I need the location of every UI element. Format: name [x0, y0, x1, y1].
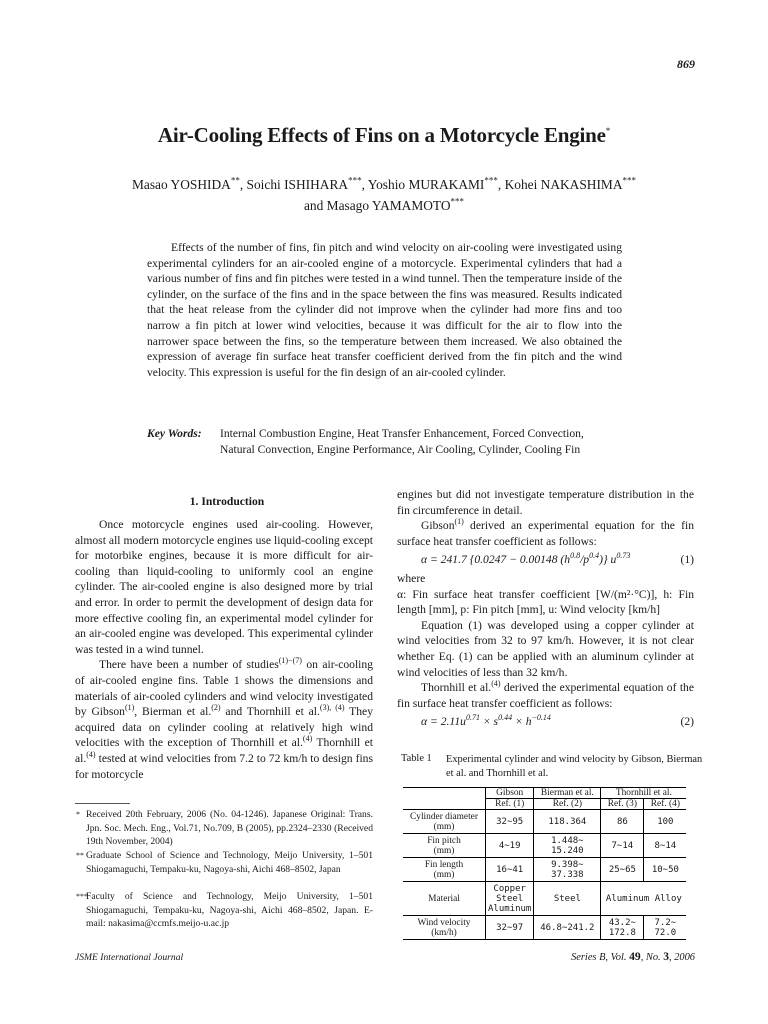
label-line: Fin length [424, 859, 464, 870]
abstract: Effects of the number of fins, fin pitch and wind velocity on air-cooling were investigated using experimental cylinders for an air-cooled engine of a motorcycle. Experimental cylinders that had a various number of fins and fin pitches were tested in a wind tunnel. Then the temperature inside of the cylinder, on the surface of the fins and in the space between the fins was measured. Results indicated that the heat release from the cylinder did not improve when the cylinder had more fins and too narrow a fin pitch at lower wind velocities, because it was difficult for the air to flow into the narrower space between the fins, so the temperature between them increased. We also obtained the expression of average fin surface heat transfer coefficient derived from the fin pitch and the wind velocity. This expression is useful for the fin design of an air-cooled cylinder. [147, 241, 622, 379]
table-row-label [403, 834, 486, 858]
table-row-label [403, 858, 486, 882]
label-line: (mm) [433, 845, 455, 856]
table-cell: 32∼97 [486, 916, 534, 940]
table-cell [534, 858, 601, 882]
table-cell: 46.8∼241.2 [534, 916, 601, 940]
keywords-label: Key Words: [147, 427, 202, 440]
author-mark: *** [450, 196, 465, 207]
cell-line: 7.2∼ [654, 917, 677, 928]
table-1 [403, 787, 686, 940]
table-row-label: Material [403, 882, 486, 916]
exponent: 0.8 [570, 551, 581, 561]
exponent: 0.4 [589, 551, 600, 561]
author-line-2 [0, 198, 768, 214]
table-cell [601, 916, 644, 940]
table-cell: 100 [644, 810, 687, 834]
footnote-text: Received 20th February, 2006 (No. 04-1246). Japanese Original: Trans. Jpn. Soc. Mech. Eng., Vol.71, No.709, B (2005), pp.2324–2330 (Received 19th November, 2004) [86, 809, 373, 847]
cell-line: 43.2∼ [608, 917, 636, 928]
text-run: derived the experimental equation of the fin surface heat transfer coefficient as follows: [397, 681, 695, 710]
table-cell: Aluminum Alloy [601, 882, 687, 916]
table-row [403, 882, 686, 916]
intro-paragraph-2 [75, 657, 373, 782]
label-line: Cylinder diameter [410, 811, 478, 822]
equation-text: /p [580, 553, 590, 567]
citation: (1) [124, 703, 135, 713]
cell-line: 172.8 [608, 927, 636, 938]
footnote-mark: * [76, 810, 80, 819]
equation-text: )} u [599, 553, 617, 567]
citation: (1) [454, 517, 464, 527]
footnote-mark: *** [76, 892, 88, 901]
author-conjunction: and [303, 198, 327, 213]
text-run: derived an experimental equation for the fin surface heat transfer coefficient as follows: [397, 519, 694, 548]
author-mark: *** [622, 175, 636, 186]
table-cell [534, 834, 601, 858]
thornhill-paragraph [397, 680, 694, 711]
issue-number: 3 [663, 950, 670, 963]
text-run: tested at wind velocities from 7.2 to 72 km/h to design fins for motorcycle [75, 751, 373, 781]
table-ref: Ref. (4) [644, 799, 687, 810]
table-cell [486, 882, 534, 916]
author-mark: *** [484, 175, 498, 186]
author-mark: ** [230, 175, 240, 186]
table-row-label [403, 810, 486, 834]
paper-title [0, 123, 768, 148]
text-run: There have been a number of studies [99, 658, 279, 672]
author-separator: , [497, 177, 505, 192]
exponent: −0.14 [531, 713, 551, 723]
table-subheader-row [403, 799, 686, 810]
issue-year: , 2006 [669, 952, 695, 963]
table-cell: 8∼14 [644, 834, 687, 858]
table-corner [403, 788, 486, 799]
table-header-row [403, 788, 686, 799]
label-line: Fin pitch [427, 835, 461, 846]
citation: (4) [491, 679, 501, 689]
table-header-thornhill: Thornhill et al. [601, 788, 687, 799]
author-separator: , [361, 177, 368, 192]
title-text: Air-Cooling Effects of Fins on a Motorcycle Engine [157, 123, 606, 147]
citation: (4) [86, 750, 96, 760]
cell-line: 72.0 [654, 927, 677, 938]
equation-1-body [421, 552, 630, 568]
table-row [403, 810, 686, 834]
intro-paragraph-1: Once motorcycle engines used air-cooling. However, almost all modern motorcycle engines use liquid-cooling except for motorbike engines, because it is more difficult for air-cooling than liquid-cooling to uniformly cool an engine cylinder. The air-cooled engine is also designed more by trial and error. In order to permit the development of design data for more effective cooling fin, an experimental model cylinder for an air-cooled engine was developed. This experimental cylinder was tested in a wind tunnel. [75, 518, 373, 656]
citation: (1)−(7) [278, 656, 302, 666]
equation-1 [397, 552, 694, 568]
table-row [403, 916, 686, 940]
table-cell: 10∼50 [644, 858, 687, 882]
label-line: (mm) [433, 869, 455, 880]
section-heading: 1. Introduction [189, 495, 265, 508]
author-line-1 [0, 177, 768, 193]
table-row-label [403, 916, 486, 940]
volume-number: 49 [629, 950, 641, 963]
author-mark: *** [348, 175, 362, 186]
text-run: Gibson [421, 519, 455, 533]
table-cell: 32∼95 [486, 810, 534, 834]
text-run: and Thornhill et al. [220, 705, 320, 719]
table-header-gibson: Gibson [486, 788, 534, 799]
author-name: Soichi ISHIHARA [246, 177, 349, 192]
equation-discussion: Equation (1) was developed using a copper cylinder at wind velocities from 32 to 97 km/h. However, it is not clear whether Eq. (1) can be applied with an aluminum cylinder at wind velocities of less than 32 km/h. [397, 618, 694, 679]
cell-line: 37.338 [551, 869, 584, 880]
where-label: where [397, 571, 426, 585]
left-column [75, 517, 373, 782]
exponent: 0.44 [498, 713, 513, 723]
table-row [403, 834, 686, 858]
keywords-line-2: Natural Convection, Engine Performance, Air Cooling, Cylinder, Cooling Fin [220, 443, 581, 456]
cell-line: 1.448∼ [551, 835, 584, 846]
label-line: Wind velocity [417, 917, 471, 928]
label-line: (km/h) [431, 927, 457, 938]
table-cell [644, 916, 687, 940]
equation-1-number: (1) [680, 553, 694, 567]
exponent: 0.73 [616, 551, 631, 561]
title-footnote-mark: * [605, 126, 611, 136]
author-name: Masago YAMAMOTO [326, 198, 451, 213]
table-corner [403, 799, 486, 810]
label-line: (mm) [433, 821, 455, 832]
text-run: Thornhill et al. [421, 681, 492, 695]
cell-line: Copper [493, 883, 526, 894]
equation-2-body [421, 714, 551, 730]
equation-text: × h [512, 715, 532, 729]
gibson-paragraph [397, 518, 694, 549]
cell-line: 15.240 [551, 845, 584, 856]
equation-text: × s [479, 715, 499, 729]
table-cell: Steel [534, 882, 601, 916]
citation: (2) [211, 703, 221, 713]
text-run: Thornhill et al. [75, 736, 373, 765]
issue-label: , No. [640, 952, 664, 963]
journal-name: JSME International Journal [75, 952, 184, 963]
table-ref: Ref. (2) [534, 799, 601, 810]
equation-text: α = 241.7 {0.0247 − 0.00148 (h [421, 553, 571, 567]
exponent: 0.71 [465, 713, 480, 723]
table-cell: 25∼65 [601, 858, 644, 882]
author-name: Yoshio MURAKAMI [367, 177, 485, 192]
table-ref: Ref. (1) [486, 799, 534, 810]
author-name: Kohei NAKASHIMA [504, 177, 623, 192]
text-run: , Bierman et al. [134, 705, 212, 719]
footnote-2 [76, 849, 373, 876]
table-cell: 16∼41 [486, 858, 534, 882]
table-row [403, 858, 686, 882]
table-ref: Ref. (3) [601, 799, 644, 810]
cell-line: Steel [496, 893, 524, 904]
equation-2 [397, 714, 694, 730]
series-label: Series B, Vol. [571, 952, 630, 963]
footnote-1 [76, 808, 373, 849]
table-cell: 118.364 [534, 810, 601, 834]
table-cell: 7∼14 [601, 834, 644, 858]
footnote-text: Graduate School of Science and Technology, Meijo University, 1–501 Shiogamaguchi, Tempaku-ku, Nagoya-shi, Aichi 468–8502, Japan [86, 850, 373, 875]
citation: (4) [302, 734, 313, 744]
footnote-3 [76, 890, 373, 931]
text-run: on air-cooling of air-cooled engine fins. Table 1 shows the dimensions and materials of air-cooled cylinders and wind velocity investigated by Gibson [75, 658, 373, 719]
equation-text: α = 2.11u [421, 715, 466, 729]
table-cell: 86 [601, 810, 644, 834]
cell-line: 9.398∼ [551, 859, 584, 870]
footnote-rule [75, 803, 130, 804]
cell-line: Aluminum [488, 903, 532, 914]
table-caption-label: Table 1 [401, 753, 432, 764]
author-separator: , [239, 177, 247, 192]
where-definitions: α: Fin surface heat transfer coefficient [W/(m²·°C)], h: Fin length [mm], p: Fin pitch [mm], u: Wind velocity [km/h] [397, 587, 694, 617]
table-header-bierman: Bierman et al. [534, 788, 601, 799]
equation-2-number: (2) [680, 715, 694, 729]
table-caption: Experimental cylinder and wind velocity by Gibson, Bierman et al. and Thornhill et al. [446, 754, 703, 779]
citation: (3), (4) [319, 703, 345, 713]
keywords-line-1: Internal Combustion Engine, Heat Transfer Enhancement, Forced Convection, [220, 427, 584, 440]
table-cell: 4∼19 [486, 834, 534, 858]
author-name: Masao YOSHIDA [132, 177, 231, 192]
footnote-text: Faculty of Science and Technology, Meijo University, 1–501 Shiogamaguchi, Tempaku-ku, Nagoya-shi, Aichi 468–8502, Japan. E-mail: nakasima@ccmfs.meijo-u.ac.jp [86, 891, 373, 929]
right-column [397, 487, 694, 733]
intro-paragraph-continued: engines but did not investigate temperature distribution in the fin circumference in detail. [397, 488, 694, 517]
issue-info [571, 950, 695, 963]
text-run: They acquired data on cylinder cooling at relatively high wind velocities with the exception of Thornhill et al. [75, 705, 373, 750]
page-number: 869 [677, 57, 695, 71]
footnote-mark: ** [76, 851, 84, 860]
